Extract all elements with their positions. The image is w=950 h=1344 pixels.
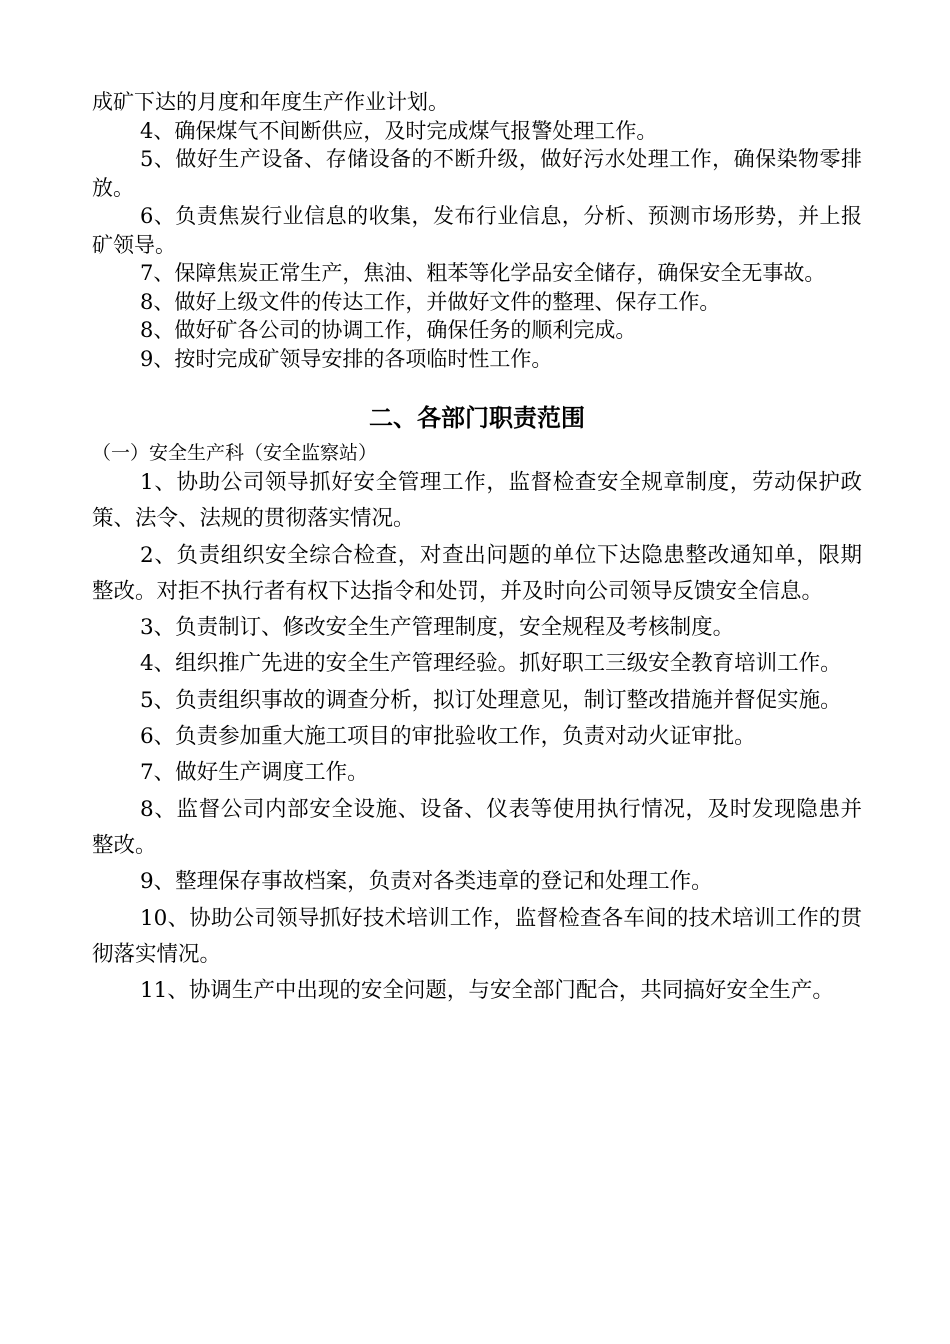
responsibilities-list-continued bbox=[92, 88, 862, 373]
list-item: 9、按时完成矿领导安排的各项临时性工作。 bbox=[140, 346, 553, 371]
duty-item: 9、整理保存事故档案，负责对各类违章的登记和处理工作。 bbox=[140, 869, 713, 895]
duty-item: 7、做好生产调度工作。 bbox=[140, 760, 369, 786]
duty-item: 6、负责参加重大施工项目的审批验收工作，负责对动火证审批。 bbox=[140, 724, 756, 750]
duty-item: 5、负责组织事故的调查分析，拟订处理意见，制订整改措施并督促实施。 bbox=[140, 687, 842, 713]
section-title: 二、各部门职责范围 bbox=[369, 404, 585, 432]
duty-item: 3、负责制订、修改安全生产管理制度，安全规程及考核制度。 bbox=[140, 615, 735, 641]
list-item: 6、负责焦炭行业信息的收集，发布行业信息，分析、预测市场形势，并上报矿领导。 bbox=[92, 204, 862, 257]
list-item: 8、做好矿各公司的协调工作，确保任务的顺利完成。 bbox=[140, 318, 637, 342]
list-item: 4、确保煤气不间断供应，及时完成煤气报警处理工作。 bbox=[140, 118, 658, 143]
department-duties-list bbox=[92, 465, 862, 1009]
duty-item: 10、协助公司领导抓好技术培训工作，监督检查各车间的技术培训工作的贯彻落实情况。 bbox=[92, 905, 862, 967]
duty-item: 11、协调生产中出现的安全问题，与安全部门配合，共同搞好安全生产。 bbox=[140, 978, 834, 1004]
department-subheading: （一）安全生产科（安全监察站） bbox=[92, 442, 378, 464]
duty-item: 8、监督公司内部安全设施、设备、仪表等使用执行情况，及时发现隐患并整改。 bbox=[92, 796, 862, 858]
list-item-continuation: 成矿下达的月度和年度生产作业计划。 bbox=[92, 90, 449, 114]
list-item: 7、保障焦炭正常生产，焦油、粗苯等化学品安全储存，确保安全无事故。 bbox=[140, 261, 826, 285]
duty-item: 1、协助公司领导抓好安全管理工作，监督检查安全规章制度，劳动保护政策、法令、法规的贯彻落实情况。 bbox=[92, 470, 862, 532]
duty-item: 2、负责组织安全综合检查，对查出问题的单位下达隐患整改通知单，限期整改。对拒不执行者有权下达指令和处罚，并及时向公司领导反馈安全信息。 bbox=[92, 542, 862, 604]
list-item: 8、做好上级文件的传达工作，并做好文件的整理、保存工作。 bbox=[140, 289, 721, 314]
list-item: 5、做好生产设备、存储设备的不断升级，做好污水处理工作，确保染物零排放。 bbox=[92, 147, 862, 200]
duty-item: 4、组织推广先进的安全生产管理经验。抓好职工三级安全教育培训工作。 bbox=[140, 651, 842, 677]
